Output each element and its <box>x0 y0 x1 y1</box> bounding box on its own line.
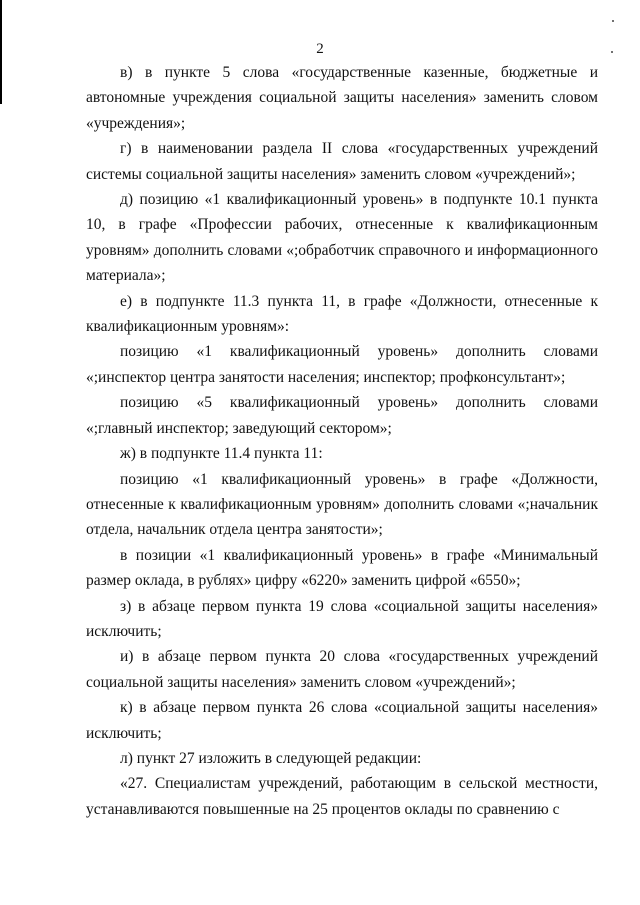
paragraph-l: л) пункт 27 изложить в следующей редакции: <box>120 749 422 767</box>
paragraph-e: е) в подпункте 11.3 пункта 11, в графе «Должности, отнесенные к квалификационным уровням»: <box>86 292 598 336</box>
paragraph-z: з) в абзаце первом пункта 19 слова «социальной защиты населения» исключить; <box>86 597 598 640</box>
paragraph-d: д) позицию «1 квалификационный уровень» в подпункте 10.1 пункта 10, в графе «Профессии рабочих, отнесенные к квалификационным уровням» дополнить словами «;обработчик справочного и информационного материала»; <box>86 191 598 285</box>
paragraph-i: и) в абзаце первом пункта 20 слова «государственных учреждений социальной защиты населения» заменить словом «учреждений»; <box>86 648 598 691</box>
scan-speck <box>612 20 614 22</box>
document-body <box>86 60 598 822</box>
paragraph-zh: ж) в подпункте 11.4 пункта 11: <box>120 445 323 463</box>
paragraph-v: в) в пункте 5 слова «государственные казенные, бюджетные и автономные учреждения социальной защиты населения» заменить словом «учреждения»; <box>86 64 598 132</box>
paragraph-g: г) в наименовании раздела II слова «государственных учреждений системы социальной защиты населения» заменить словом «учреждений»; <box>86 140 598 183</box>
paragraph-e-position-5: позицию «5 квалификационный уровень» дополнить словами «;главный инспектор; заведующий сектором»; <box>86 394 598 437</box>
paragraph-zh-position-1: позицию «1 квалификационный уровень» в графе «Должности, отнесенные к квалификационным уровням» дополнить словами «;начальник отдела, начальник отдела центра занятости»; <box>86 470 598 539</box>
paragraph-e-position-1: позицию «1 квалификационный уровень» дополнить словами «;инспектор центра занятости населения; инспектор; профконсультант»; <box>86 343 598 386</box>
paragraph-27: «27. Специалистам учреждений, работающим в сельской местности, устанавливаются повышенные на 25 процентов оклады по сравнению с <box>86 775 598 818</box>
page-number: 2 <box>316 41 324 57</box>
paragraph-k: к) в абзаце первом пункта 26 слова «социальной защиты населения» исключить; <box>86 699 598 742</box>
paragraph-zh-salary: в позиции «1 квалификационный уровень» в графе «Минимальный размер оклада, в рублях» цифру «6220» заменить цифрой «6550»; <box>86 546 598 590</box>
